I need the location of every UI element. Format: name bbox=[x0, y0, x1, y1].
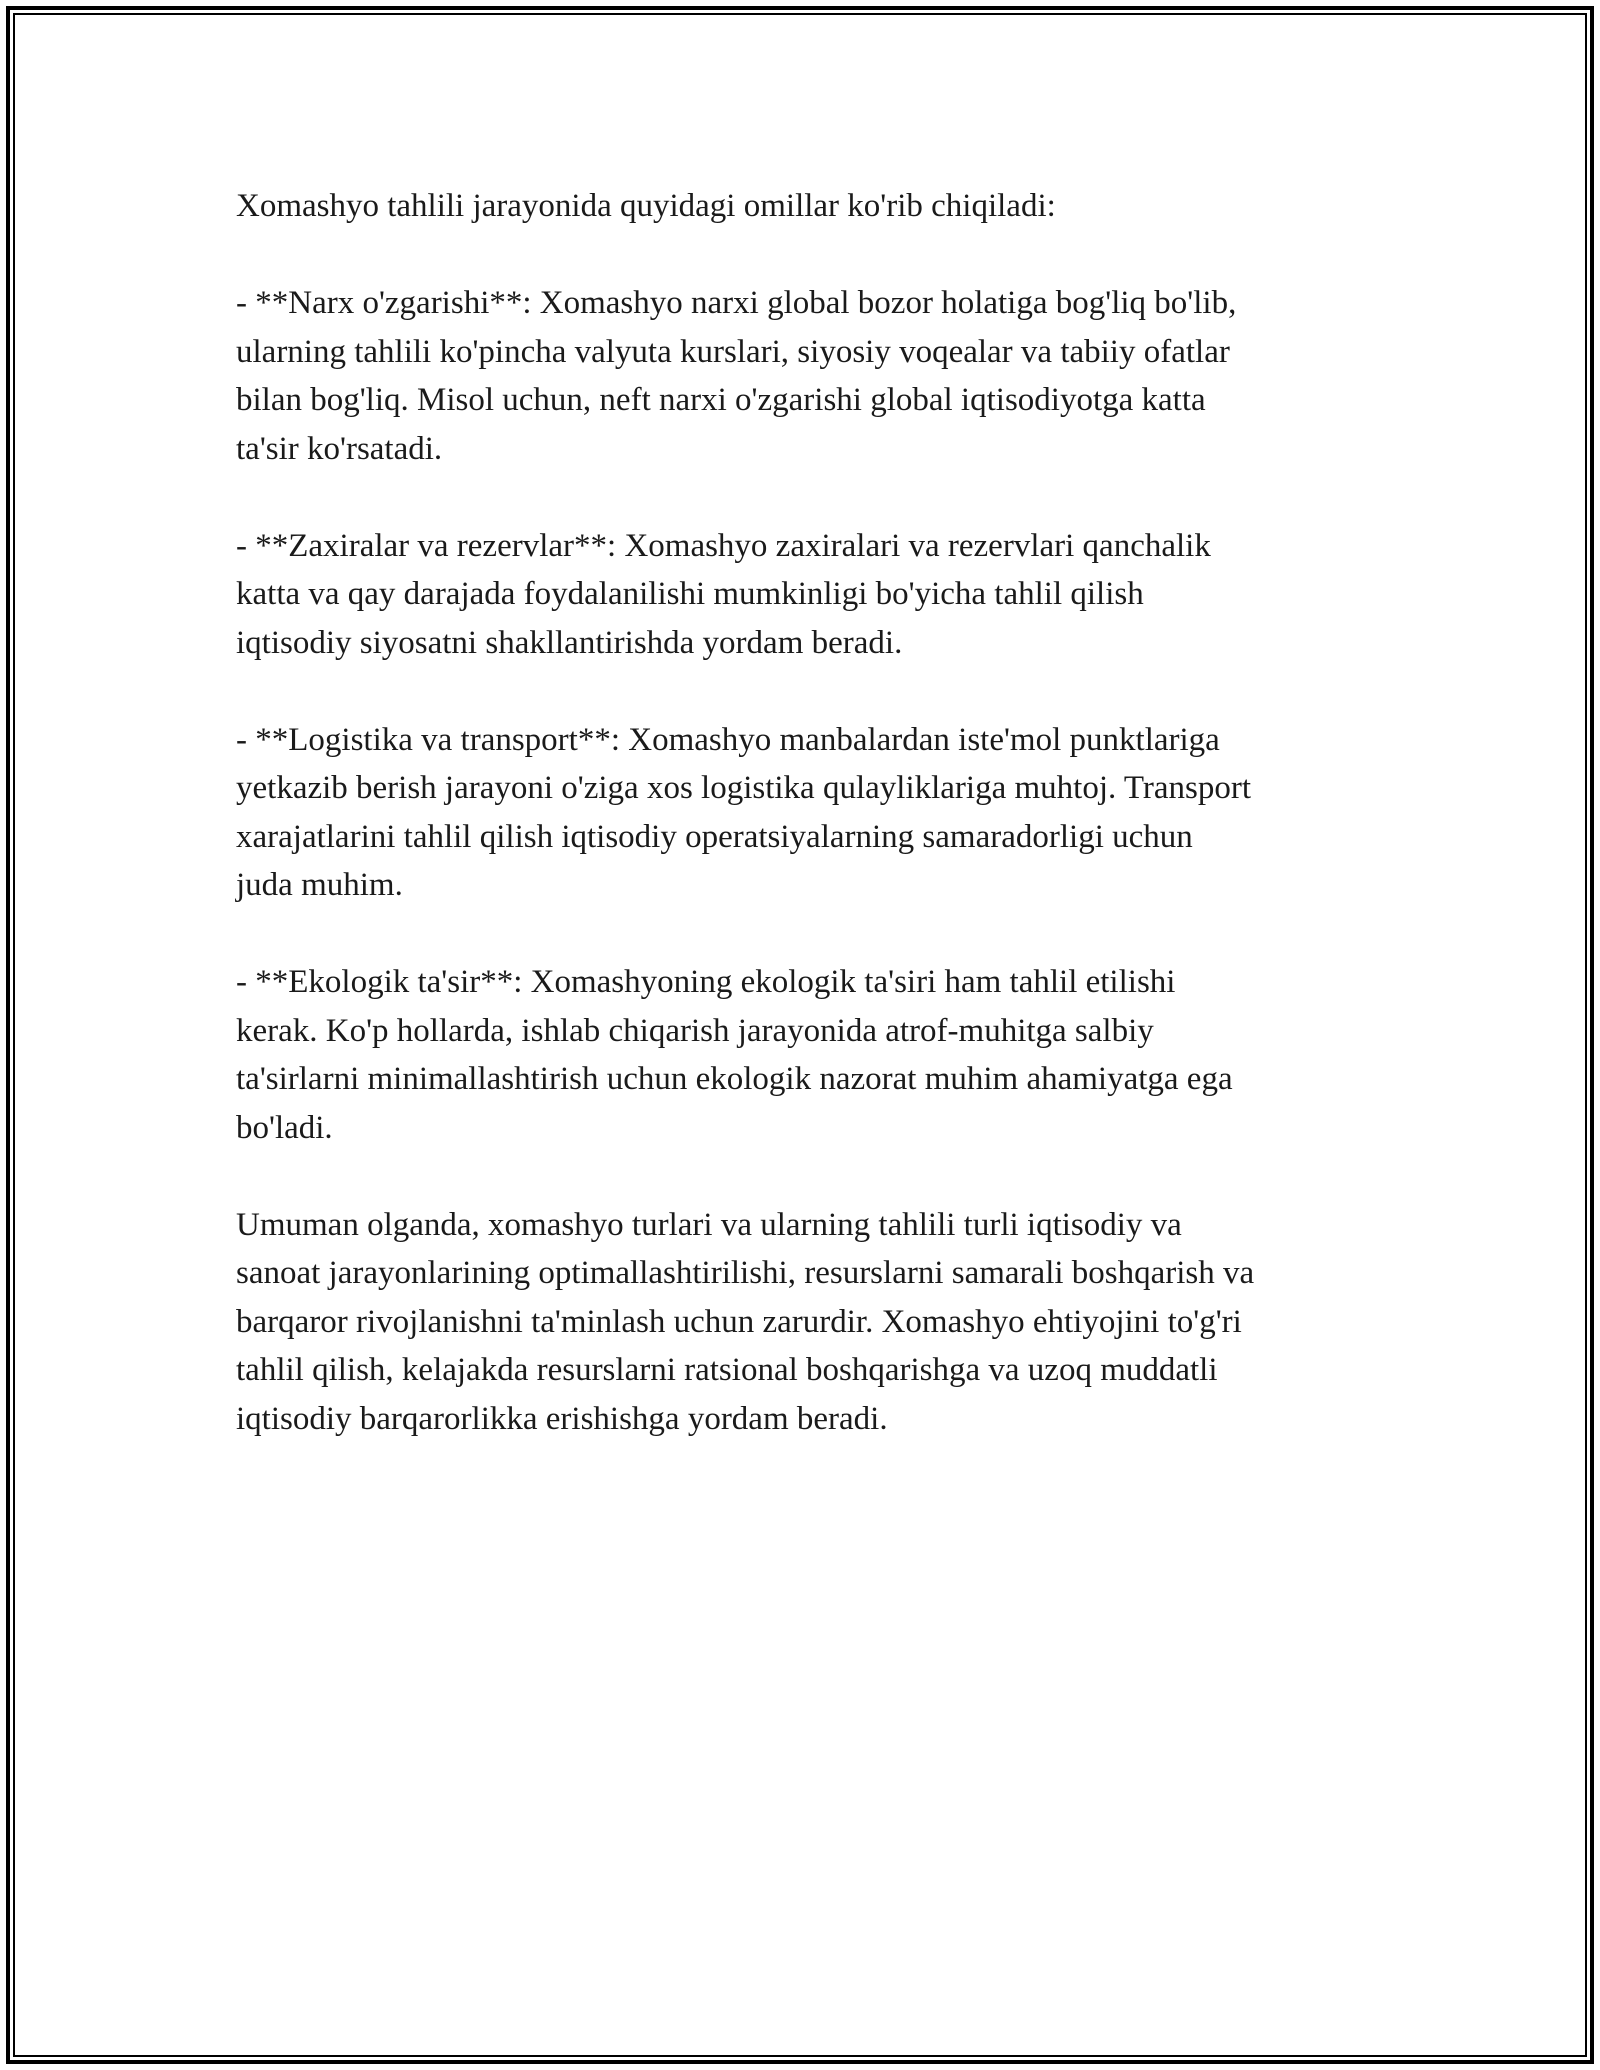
reserves-paragraph: - **Zaxiralar va rezervlar**: Xomashyo zaxiralari va rezervlari qanchalik katta va qay darajada foydalanilishi mumkinligi bo'yicha tahlil qilish iqtisodiy siyosatni shakllantirishda yordam beradi. bbox=[236, 527, 1211, 661]
logistics-paragraph: - **Logistika va transport**: Xomashyo manbalardan iste'mol punktlariga yetkazib berish jarayoni o'ziga xos logistika qulayliklariga muhtoj. Transport xarajatlarini tahlil qilish iqtisodiy operatsiyalarning samaradorligi uchun juda muhim. bbox=[236, 721, 1252, 903]
conclusion-paragraph: Umuman olganda, xomashyo turlari va ularning tahlili turli iqtisodiy va sanoat jarayonlarining optimallashtirilishi, resurslarni samarali boshqarish va barqaror rivojlanishni ta'minlash uchun zarurdir. Xomashyo ehtiyojini to'g'ri tahlil qilish, kelajakda resurslarni ratsional boshqarishga va uzoq muddatli iqtisodiy barqarorlikka erishishga yordam beradi. bbox=[236, 1206, 1255, 1437]
intro-paragraph: Xomashyo tahlili jarayonida quyidagi omillar ko'rib chiqiladi: bbox=[236, 188, 1056, 224]
document-body bbox=[236, 182, 1376, 1492]
price-change-paragraph: - **Narx o'zgarishi**: Xomashyo narxi global bozor holatiga bog'liq bo'lib, ularning tahlili ko'pincha valyuta kurslari, siyosiy voqealar va tabiiy ofatlar bilan bog'liq. Misol uchun, neft narxi o'zgarishi global iqtisodiyotga katta ta'sir ko'rsatadi. bbox=[236, 285, 1237, 467]
ecology-paragraph: - **Ekologik ta'sir**: Xomashyoning ekologik ta'siri ham tahlil etilishi kerak. Ko'p hollarda, ishlab chiqarish jarayonida atrof-muhitga salbiy ta'sirlarni minimallashtirish uchun ekologik nazorat muhim ahamiyatga ega bo'ladi. bbox=[236, 964, 1233, 1146]
